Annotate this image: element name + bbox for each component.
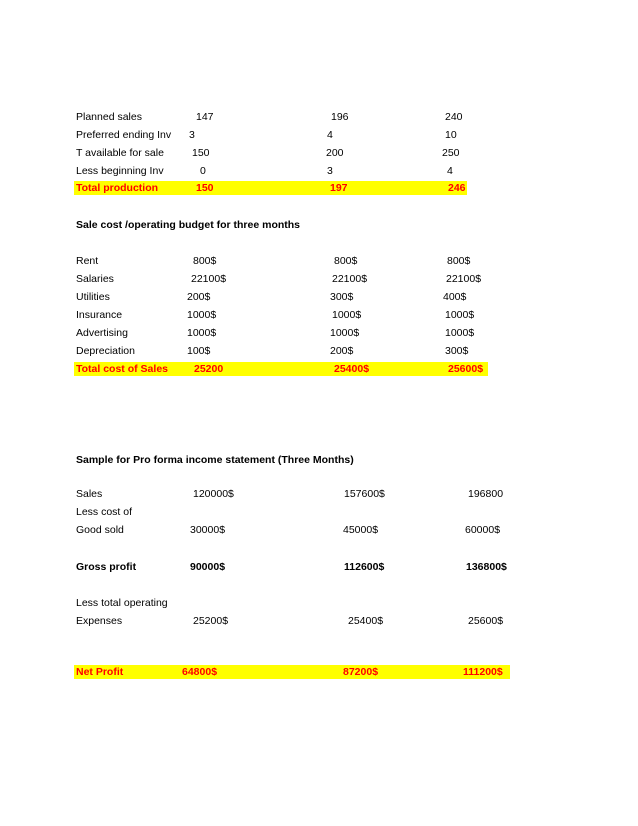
utilities-label: Utilities bbox=[76, 291, 110, 303]
cost-budget-heading: Sale cost /operating budget for three months bbox=[76, 219, 301, 231]
salaries-label: Salaries bbox=[76, 273, 114, 285]
total-production-m1: 150 bbox=[196, 182, 214, 194]
expenses-m1: 25200$ bbox=[193, 615, 229, 627]
rent-label: Rent bbox=[76, 255, 99, 267]
available-for-sale-label: T available for sale bbox=[76, 147, 164, 159]
total-cost-label: Total cost of Sales bbox=[76, 363, 168, 375]
preferred-ending-inv-label: Preferred ending Inv bbox=[76, 129, 172, 141]
insurance-m1: 1000$ bbox=[187, 309, 217, 321]
advertising-label: Advertising bbox=[76, 327, 128, 339]
gross-profit-m2: 112600$ bbox=[344, 561, 385, 573]
salaries-m1: 22100$ bbox=[191, 273, 227, 285]
rent-m2: 800$ bbox=[334, 255, 358, 267]
expenses-m3: 25600$ bbox=[468, 615, 504, 627]
planned-sales-m1: 147 bbox=[196, 111, 214, 123]
expenses-m2: 25400$ bbox=[348, 615, 384, 627]
net-profit-highlight bbox=[74, 665, 510, 679]
gross-profit-label: Gross profit bbox=[76, 561, 137, 573]
total-cost-m3: 25600$ bbox=[448, 363, 484, 375]
total-production-label: Total production bbox=[76, 182, 159, 194]
cogs-m3: 60000$ bbox=[465, 524, 501, 536]
available-for-sale-m2: 200 bbox=[326, 147, 344, 159]
rent-m1: 800$ bbox=[193, 255, 217, 267]
expenses-label: Expenses bbox=[76, 615, 123, 627]
depreciation-m3: 300$ bbox=[445, 345, 469, 357]
gross-profit-m3: 136800$ bbox=[466, 561, 507, 573]
advertising-m2: 1000$ bbox=[330, 327, 360, 339]
total-production-m3: 246 bbox=[448, 182, 466, 194]
insurance-m2: 1000$ bbox=[332, 309, 362, 321]
cogs-m1: 30000$ bbox=[190, 524, 226, 536]
depreciation-label: Depreciation bbox=[76, 345, 135, 357]
available-for-sale-m1: 150 bbox=[192, 147, 210, 159]
net-profit-label: Net Profit bbox=[76, 666, 124, 678]
utilities-m1: 200$ bbox=[187, 291, 211, 303]
less-beginning-inv-label: Less beginning Inv bbox=[76, 165, 164, 177]
salaries-m3: 22100$ bbox=[446, 273, 482, 285]
advertising-m1: 1000$ bbox=[187, 327, 217, 339]
sales-label: Sales bbox=[76, 488, 103, 500]
salaries-m2: 22100$ bbox=[332, 273, 368, 285]
less-total-operating-label: Less total operating bbox=[76, 597, 168, 609]
insurance-m3: 1000$ bbox=[445, 309, 475, 321]
insurance-label: Insurance bbox=[76, 309, 123, 321]
rent-m3: 800$ bbox=[447, 255, 471, 267]
net-profit-m2: 87200$ bbox=[343, 666, 379, 678]
preferred-ending-inv-m2: 4 bbox=[327, 129, 333, 141]
sales-m1: 120000$ bbox=[193, 488, 234, 500]
available-for-sale-m3: 250 bbox=[442, 147, 460, 159]
preferred-ending-inv-m3: 10 bbox=[445, 129, 457, 141]
net-profit-m1: 64800$ bbox=[182, 666, 218, 678]
sales-m3: 196800 bbox=[468, 488, 504, 500]
cogs-label: Good sold bbox=[76, 524, 124, 536]
planned-sales-m3: 240 bbox=[445, 111, 463, 123]
less-beginning-inv-m3: 4 bbox=[447, 165, 453, 177]
cogs-m2: 45000$ bbox=[343, 524, 379, 536]
planned-sales-m2: 196 bbox=[331, 111, 349, 123]
depreciation-m2: 200$ bbox=[330, 345, 354, 357]
utilities-m2: 300$ bbox=[330, 291, 354, 303]
total-cost-m2: 25400$ bbox=[334, 363, 370, 375]
preferred-ending-inv-m1: 3 bbox=[189, 129, 195, 141]
depreciation-m1: 100$ bbox=[187, 345, 211, 357]
advertising-m3: 1000$ bbox=[445, 327, 475, 339]
less-cost-of-label: Less cost of bbox=[76, 506, 133, 518]
income-heading: Sample for Pro forma income statement (Three Months) bbox=[76, 454, 354, 466]
less-beginning-inv-m1: 0 bbox=[200, 165, 206, 177]
utilities-m3: 400$ bbox=[443, 291, 467, 303]
planned-sales-label: Planned sales bbox=[76, 111, 142, 123]
net-profit-m3: 111200$ bbox=[463, 666, 503, 678]
total-production-m2: 197 bbox=[330, 182, 348, 194]
total-cost-m1: 25200 bbox=[194, 363, 224, 375]
sales-m2: 157600$ bbox=[344, 488, 385, 500]
less-beginning-inv-m2: 3 bbox=[327, 165, 333, 177]
gross-profit-m1: 90000$ bbox=[190, 561, 226, 573]
